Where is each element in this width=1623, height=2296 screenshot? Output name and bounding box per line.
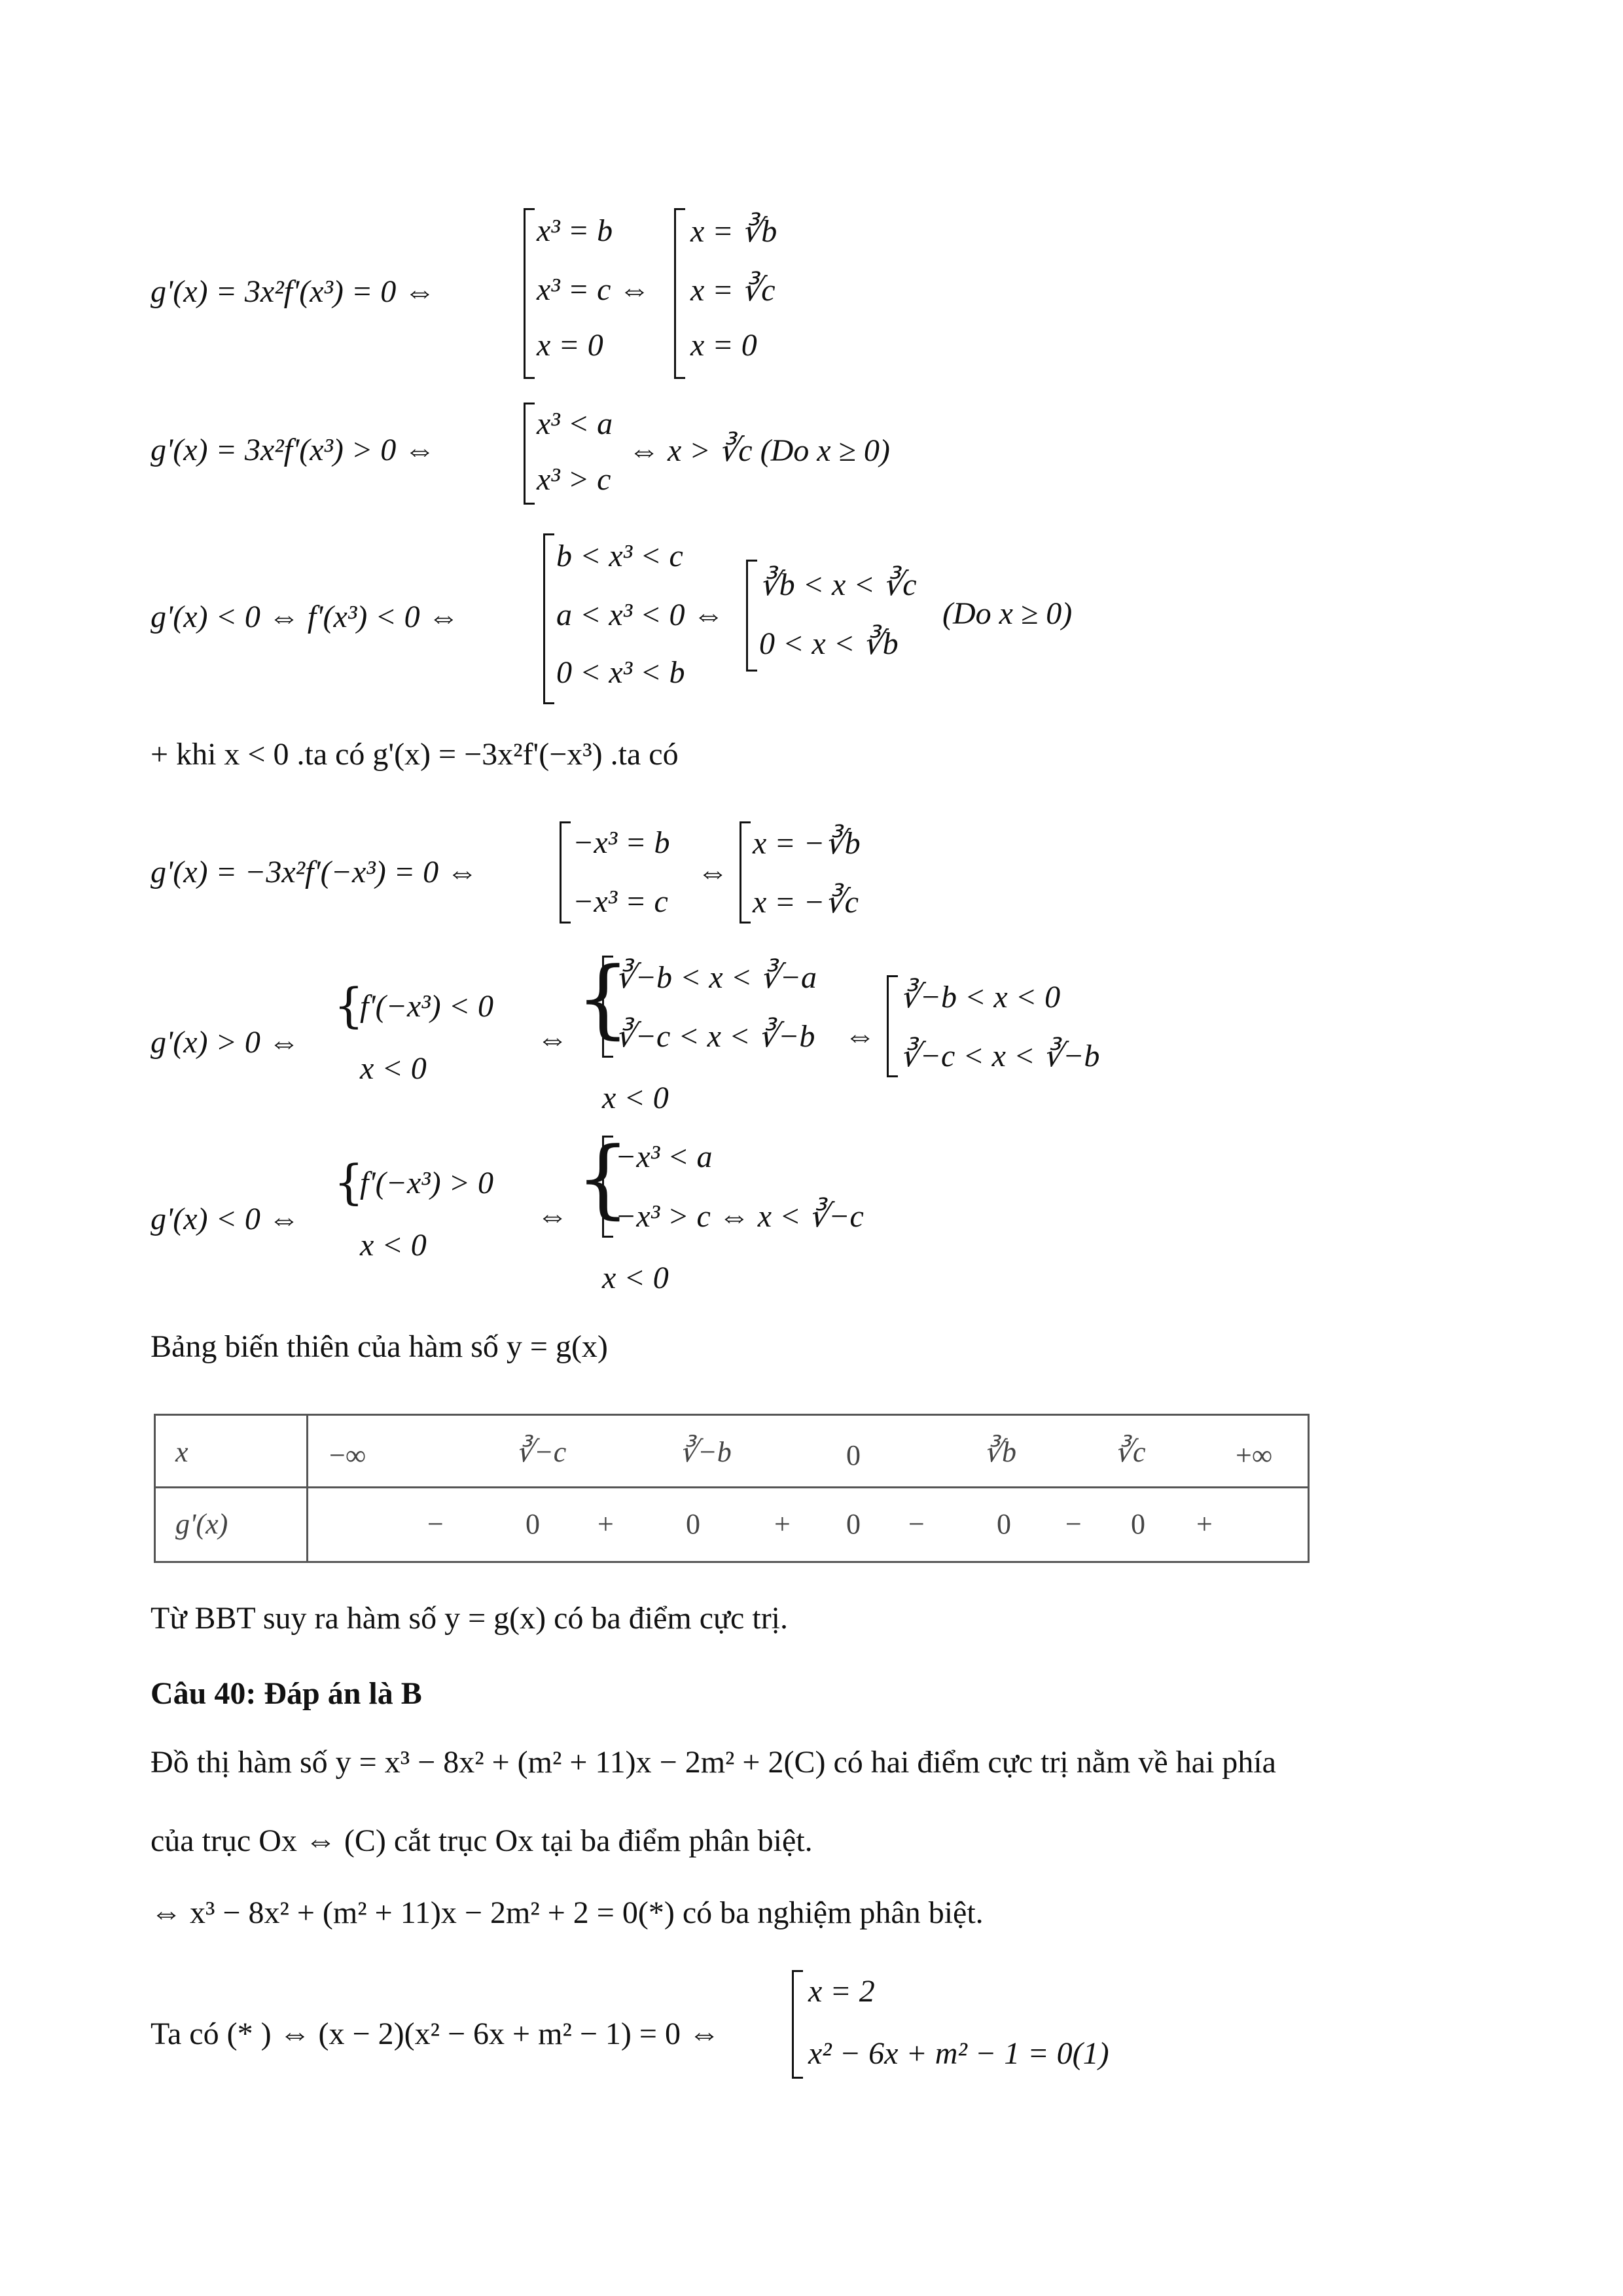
eq-result: ⇔ x > ∛c (Do x ≥ 0)	[628, 433, 890, 468]
sys-line: −x³ < a	[615, 1139, 713, 1174]
sys-line: x = 2	[808, 1974, 875, 2009]
bracket	[602, 956, 613, 1058]
equiv: ⇔	[537, 1198, 568, 1233]
table-cell: +	[1196, 1508, 1213, 1540]
brace: {	[334, 978, 364, 1033]
table-cell: −	[427, 1508, 444, 1540]
table-cell: ∛−b	[679, 1436, 732, 1468]
sys-line: x³ < a	[537, 406, 613, 441]
sys-line: x = ∛b	[690, 214, 777, 249]
eq-result: (Do x ≥ 0)	[942, 596, 1073, 631]
table-divider	[156, 1486, 1308, 1488]
sys-line: x³ = b	[537, 213, 613, 248]
bbt-title: Bảng biến thiên của hàm số y = g(x)	[151, 1329, 608, 1364]
table-cell: +∞	[1236, 1439, 1273, 1471]
sys-line: −x³ = b	[573, 825, 670, 860]
sys-line: ∛−b < x < 0	[900, 980, 1061, 1014]
bracket	[674, 208, 685, 379]
table-cell: +	[597, 1508, 614, 1540]
eq-gprime-neg-neg-lhs: g'(x) < 0 ⇔	[151, 1202, 300, 1236]
table-cell: 0	[1131, 1508, 1145, 1540]
brace: {	[334, 1155, 364, 1210]
sys-line: x = −∛b	[753, 826, 861, 861]
table-cell: −	[908, 1508, 925, 1540]
sys-line: b < x³ < c	[556, 539, 683, 573]
question-title: Câu 40: Đáp án là B	[151, 1676, 422, 1711]
table-cell: ∛b	[984, 1436, 1017, 1468]
sys-line: x < 0	[360, 1228, 427, 1263]
equiv: ⇔	[844, 1018, 876, 1053]
bracket	[746, 560, 757, 672]
table-divider	[306, 1416, 308, 1561]
paragraph: ⇔ x³ − 8x² + (m² + 11)x − 2m² + 2 = 0(*) có ba nghiệm phân biệt.	[151, 1895, 984, 1930]
sys-line: ∛b < x < ∛c	[759, 567, 917, 602]
table-cell: 0	[686, 1508, 700, 1540]
sys-line: x = −∛c	[753, 885, 859, 920]
variation-table	[154, 1414, 1310, 1563]
sys-line: x < 0	[602, 1261, 669, 1295]
equiv: ⇔	[697, 855, 728, 889]
bracket	[524, 208, 535, 379]
table-cell: ∛−c	[516, 1436, 567, 1468]
bracket	[887, 975, 898, 1077]
eq-gprime-zero-neg-lhs: g'(x) = −3x²f'(−x³) = 0 ⇔	[151, 855, 478, 889]
bbt-conclusion: Từ BBT suy ra hàm số y = g(x) có ba điểm cực trị.	[151, 1601, 789, 1636]
table-cell: −∞	[329, 1439, 366, 1471]
sys-line: f'(−x³) < 0	[360, 989, 494, 1024]
eq-gprime-neg-lhs: g'(x) < 0 ⇔ f'(x³) < 0 ⇔	[151, 600, 459, 634]
paragraph: Ta có (* ) ⇔ (x − 2)(x² − 6x + m² − 1) = 0 ⇔	[151, 2017, 720, 2051]
table-cell: 0	[846, 1508, 861, 1540]
table-cell: ∛c	[1115, 1436, 1146, 1468]
table-cell: 0	[997, 1508, 1011, 1540]
brace: {	[576, 1128, 630, 1228]
sys-line: ∛−c < x < ∛−b	[615, 1019, 815, 1054]
sys-line: ∛−b < x < ∛−a	[615, 960, 817, 995]
eq-gprime-pos-lhs: g'(x) = 3x²f'(x³) > 0 ⇔	[151, 433, 436, 467]
sys-line: −x³ = c	[573, 884, 668, 919]
table-cell: −	[1065, 1508, 1082, 1540]
sys-line: x³ = c ⇔	[537, 272, 651, 307]
table-cell: 0	[526, 1508, 540, 1540]
sys-line: 0 < x³ < b	[556, 655, 685, 690]
sys-line: f'(−x³) > 0	[360, 1166, 494, 1200]
sys-line: x = 0	[690, 328, 757, 363]
bracket	[602, 1136, 613, 1238]
eq-gprime-zero-lhs: g'(x) = 3x²f'(x³) = 0 ⇔	[151, 274, 436, 309]
bracket	[740, 821, 751, 924]
table-cell: +	[774, 1508, 791, 1540]
eq-gprime-pos-neg-lhs: g'(x) > 0 ⇔	[151, 1025, 300, 1060]
table-cell: 0	[846, 1439, 861, 1471]
sys-line: x = 0	[537, 328, 603, 363]
sys-line: x² − 6x + m² − 1 = 0(1)	[808, 2036, 1109, 2071]
bracket	[543, 533, 554, 704]
paragraph: của trục Ox ⇔ (C) cắt trục Ox tại ba điểm phân biệt.	[151, 1823, 813, 1858]
sys-line: a < x³ < 0 ⇔	[556, 598, 724, 632]
sys-line: ∛−c < x < ∛−b	[900, 1039, 1100, 1073]
sys-line: x = ∛c	[690, 273, 776, 308]
bracket	[560, 821, 571, 924]
sys-line: −x³ > c ⇔ x < ∛−c	[615, 1199, 864, 1234]
paragraph: Đồ thị hàm số y = x³ − 8x² + (m² + 11)x − 2m² + 2(C) có hai điểm cực trị nằm về hai phía	[151, 1745, 1276, 1780]
equiv: ⇔	[537, 1022, 568, 1056]
sys-line: x³ > c	[537, 462, 611, 497]
bracket	[524, 403, 535, 505]
table-row-label: g'(x)	[175, 1508, 228, 1540]
sys-line: x < 0	[602, 1081, 669, 1115]
table-row-label: x	[175, 1436, 188, 1468]
bracket	[792, 1970, 803, 2079]
sys-line: 0 < x < ∛b	[759, 626, 899, 661]
case-x-negative: + khi x < 0 .ta có g'(x) = −3x²f'(−x³) .ta có	[151, 737, 679, 772]
sys-line: x < 0	[360, 1051, 427, 1086]
brace: {	[576, 948, 630, 1048]
